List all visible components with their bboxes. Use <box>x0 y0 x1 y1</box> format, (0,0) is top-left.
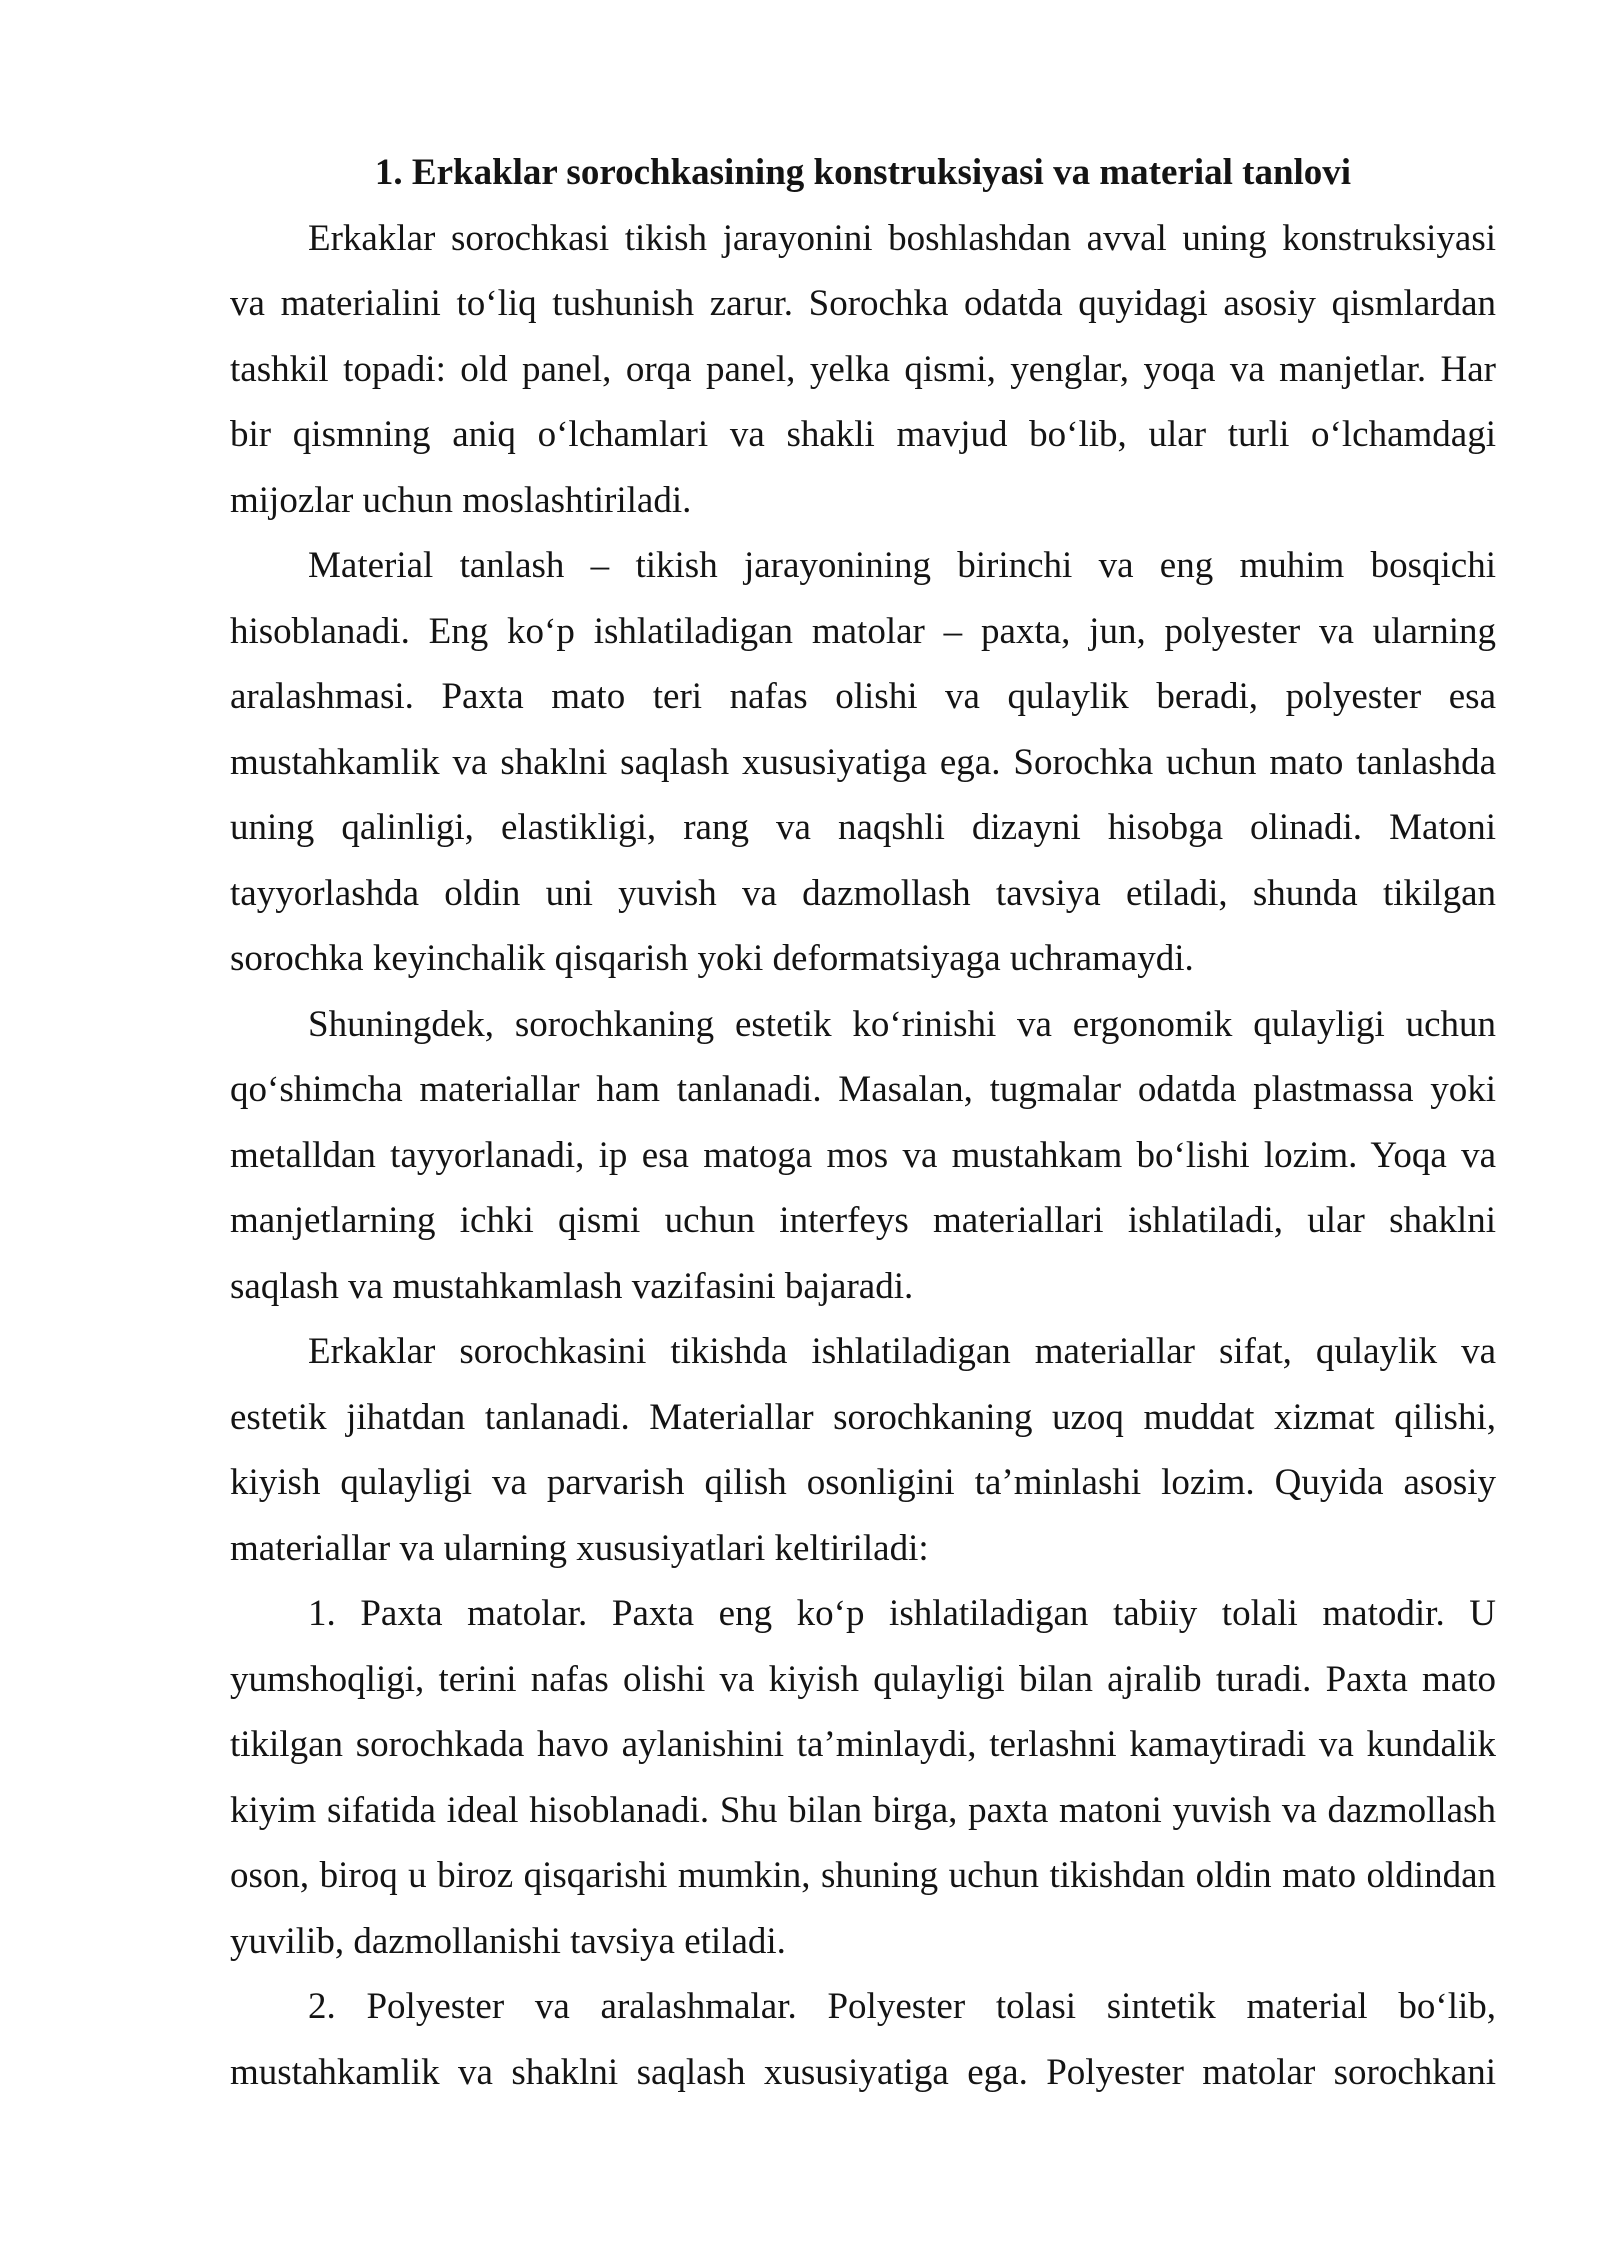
paragraph-line: Erkaklar sorochkasini tikishda ishlatiladigan materiallar sifat, qulaylik va <box>308 1331 1496 1372</box>
list-item-polyester <box>230 1974 1496 2105</box>
paragraph-line: sorochka keyinchalik qisqarish yoki deformatsiyaga uchramaydi. <box>230 938 1194 979</box>
paragraph-line: tayyorlashda oldin uni yuvish va dazmollash tavsiya etiladi, shunda tikilgan <box>230 872 1496 914</box>
paragraph-line: mustahkamlik va shaklni saqlash xususiyatiga ega. Sorochka uchun mato tanlashda <box>230 741 1496 783</box>
paragraph-line: Erkaklar sorochkasi tikish jarayonini boshlashdan avval uning konstruksiyasi <box>308 217 1496 259</box>
paragraph-line: mustahkamlik va shaklni saqlash xususiyatiga ega. Polyester matolar sorochkani <box>230 2051 1496 2093</box>
paragraph-line: bir qismning aniq o‘lchamlari va shakli mavjud bo‘lib, ular turli o‘lchamdagi <box>230 414 1496 455</box>
paragraph-material-selection <box>230 533 1496 992</box>
paragraph-line: kiyish qulayligi va parvarish qilish osonligini ta’minlashi lozim. Quyida asosiy <box>230 1462 1496 1503</box>
paragraph-line: estetik jihatdan tanlanadi. Materiallar sorochkaning uzoq muddat xizmat qilishi, <box>230 1396 1496 1438</box>
paragraph-construction <box>230 206 1496 534</box>
paragraph-line: mijozlar uchun moslashtiriladi. <box>230 479 692 521</box>
paragraph-line: aralashmasi. Paxta mato teri nafas olishi va qulaylik beradi, polyester esa <box>230 676 1496 717</box>
paragraph-additional-materials <box>230 992 1496 1320</box>
paragraph-line: yuvilib, dazmollanishi tavsiya etiladi. <box>230 1920 786 1962</box>
paragraph-line: kiyim sifatida ideal hisoblanadi. Shu bilan birga, paxta matoni yuvish va dazmollash <box>230 1789 1496 1831</box>
paragraph-line: materiallar va ularning xususiyatlari keltiriladi: <box>230 1527 929 1569</box>
paragraph-materials-intro <box>230 1319 1496 1581</box>
paragraph-line: hisoblanadi. Eng ko‘p ishlatiladigan matolar – paxta, jun, polyester va ularning <box>230 610 1496 652</box>
paragraph-line: tashkil topadi: old panel, orqa panel, yelka qismi, yenglar, yoqa va manjetlar. Har <box>230 348 1496 390</box>
paragraph-line: manjetlarning ichki qismi uchun interfeys materiallari ishlatiladi, ular shaklni <box>230 1200 1496 1241</box>
paragraph-line: uning qalinligi, elastikligi, rang va naqshli dizayni hisobga olinadi. Matoni <box>230 807 1496 848</box>
paragraph-line: tikilgan sorochkada havo aylanishini ta’minlaydi, terlashni kamaytiradi va kundalik <box>230 1724 1496 1765</box>
list-item-cotton <box>230 1581 1496 1974</box>
section-heading: 1. Erkaklar sorochkasining konstruksiyasi va material tanlovi <box>374 152 1352 193</box>
paragraph-line: saqlash va mustahkamlash vazifasini bajaradi. <box>230 1265 914 1307</box>
paragraph-line: yumshoqligi, terini nafas olishi va kiyish qulayligi bilan ajralib turadi. Paxta mato <box>230 1658 1496 1700</box>
paragraph-line: 1. Paxta matolar. Paxta eng ko‘p ishlatiladigan tabiiy tolali matodir. U <box>308 1593 1496 1634</box>
paragraph-line: Material tanlash – tikish jarayonining birinchi va eng muhim bosqichi <box>308 545 1496 586</box>
paragraph-line: oson, biroq u biroz qisqarishi mumkin, shuning uchun tikishdan oldin mato oldindan <box>230 1855 1496 1896</box>
paragraph-line: va materialini to‘liq tushunish zarur. Sorochka odatda quyidagi asosiy qismlardan <box>230 283 1496 324</box>
paragraph-line: 2. Polyester va aralashmalar. Polyester tolasi sintetik material bo‘lib, <box>308 1986 1496 2027</box>
paragraph-line: Shuningdek, sorochkaning estetik ko‘rinishi va ergonomik qulayligi uchun <box>308 1003 1496 1045</box>
paragraph-line: qo‘shimcha materiallar ham tanlanadi. Masalan, tugmalar odatda plastmassa yoki <box>230 1069 1496 1110</box>
paragraph-line: metalldan tayyorlanadi, ip esa matoga mos va mustahkam bo‘lishi lozim. Yoqa va <box>230 1134 1496 1176</box>
document-body <box>230 140 1496 2105</box>
